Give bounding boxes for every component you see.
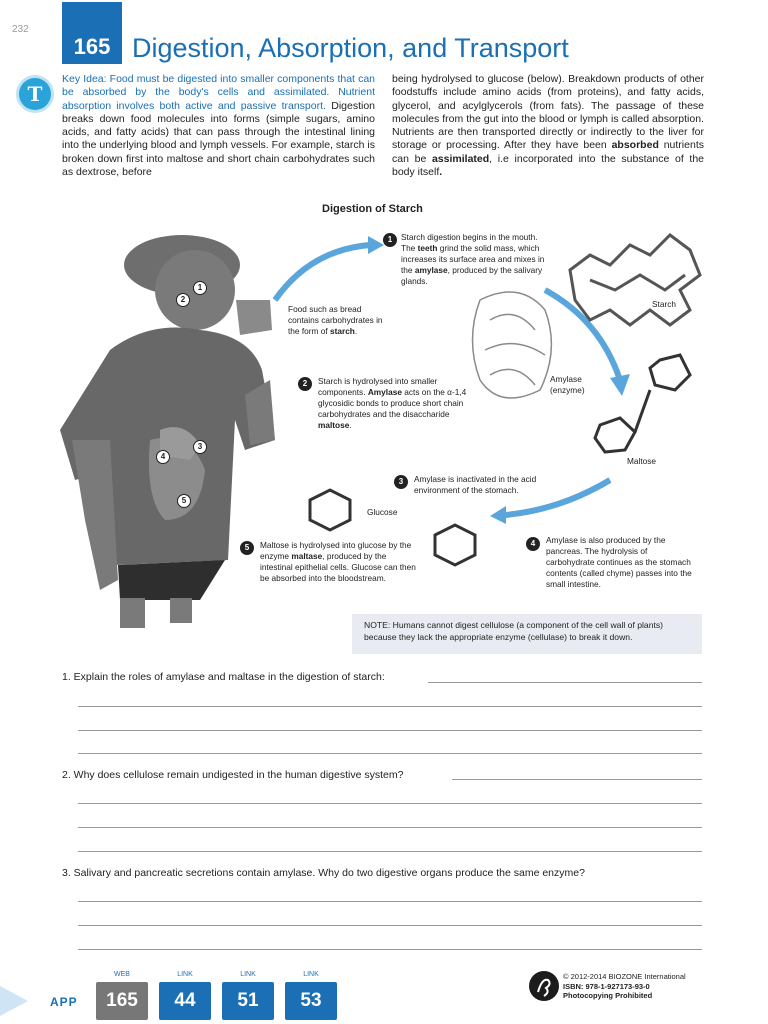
link-label: LINK [177, 971, 193, 978]
amylase-molecule [473, 292, 552, 398]
answer-line[interactable] [452, 779, 702, 780]
step-badge-3: 3 [394, 475, 408, 489]
person-badge-5: 5 [177, 494, 191, 508]
intro-bold-absorbed: absorbed [611, 139, 659, 152]
intro-body: Digestion breaks down food molecules into forms (simple sugars, amino acids, and fatty acids) that can pass through the intestinal lining into the underlying blood and lymph vessels. For example, starch is broken down first into maltose and short chain carbohydrates such as dextrose, before [62, 99, 376, 179]
caption-text: . [354, 326, 358, 336]
maltose-molecule [595, 355, 690, 452]
caption-bold: starch [329, 326, 355, 336]
glucose-label: Glucose [367, 507, 398, 517]
step4-caption: Amylase is also produced by the pancreas. The hydrolysis of carbohydrate continues as the stomach contents (called chyme) passes into the small intestine. [546, 535, 692, 589]
caption-text: acts on the α-1,4 glycosidic bonds to produce short chain carbohydrates and the disaccharide [318, 387, 467, 419]
step2-caption [318, 376, 478, 431]
arrowhead-icon [490, 506, 506, 524]
step-badge-5: 5 [240, 541, 254, 555]
caption-text: . [349, 420, 352, 430]
step5-caption [260, 540, 420, 584]
intro-bold-assimilated: assimilated [431, 152, 490, 165]
arrow-starch-to-maltose [545, 290, 620, 380]
intro-text: . [439, 166, 443, 179]
link-label: LINK [303, 971, 319, 978]
caption-bold: teeth [417, 243, 438, 253]
caption-bold: amylase [414, 265, 448, 275]
link-label: LINK [240, 971, 256, 978]
amylase-label: Amylase (enzyme) [550, 374, 585, 395]
answer-line[interactable] [78, 803, 702, 804]
step-badge-4: 4 [526, 537, 540, 551]
answer-line[interactable] [78, 949, 702, 950]
answer-line[interactable] [78, 730, 702, 731]
photocopy-text: Photocopying Prohibited [563, 991, 653, 1000]
caption-text: Starch digestion begins in the mouth. The [401, 232, 538, 253]
answer-line[interactable] [78, 827, 702, 828]
starch-label: Starch [652, 299, 676, 309]
intro-text: , i.e incorporated into the substance of the body itself [392, 152, 705, 179]
question-1: 1. Explain the roles of amylase and maltase in the digestion of starch: [62, 671, 385, 683]
step-badge-2: 2 [298, 377, 312, 391]
copyright-block [563, 972, 686, 1001]
answer-line[interactable] [78, 753, 702, 754]
arrowhead-icon [610, 374, 630, 396]
person-illustration [60, 235, 275, 628]
answer-line[interactable] [78, 925, 702, 926]
intro-text: nutrients can be [392, 139, 704, 165]
caption-text: Food such as bread contains carbohydrates in the form of [288, 304, 383, 336]
cellulose-note: NOTE: Humans cannot digest cellulose (a component of the cell wall of plants) because they lack the appropriate enzyme (cellulase) to break it down. [352, 614, 702, 654]
maltose-label: Maltose [627, 456, 657, 466]
caption-bold: maltase [291, 551, 323, 561]
answer-line[interactable] [78, 706, 702, 707]
biozone-logo-icon [528, 970, 560, 1002]
question-2: 2. Why does cellulose remain undigested in the human digestive system? [62, 769, 404, 781]
caption-text: Maltose is hydrolysed into glucose by the enzyme [260, 540, 412, 561]
step-badge-1: 1 [383, 233, 397, 247]
activity-number-tab: 165 [62, 2, 122, 64]
arrowhead-icon [368, 236, 384, 254]
link-51-button[interactable]: 51 [222, 982, 274, 1020]
page-corner-arrow-icon [0, 986, 40, 1016]
answer-line[interactable] [428, 682, 702, 683]
copyright-text: © 2012-2014 BIOZONE International [563, 972, 686, 981]
caption-text: , produced by the salivary glands. [401, 265, 543, 286]
person-badge-2: 2 [176, 293, 190, 307]
app-label: APP [50, 995, 78, 1009]
caption-text: , produced by the intestinal epithelial cells. Glucose can then be absorbed into the bloodstream. [260, 551, 416, 583]
person-badge-1: 1 [193, 281, 207, 295]
caption-text: grind the solid mass, which increases its surface area and mixes in the [401, 243, 545, 275]
web-label: WEB [114, 971, 130, 978]
caption-bold: Amylase [367, 387, 402, 397]
isbn-text: ISBN: 978-1-927173-93-0 [563, 981, 650, 991]
answer-line[interactable] [78, 901, 702, 902]
web-activity-button[interactable]: 165 [96, 982, 148, 1020]
tag-badge-icon: T [19, 78, 51, 110]
caption-text: Starch is hydrolysed into smaller components. [318, 376, 438, 397]
caption-bold: maltose [318, 420, 350, 430]
starch-molecule [570, 235, 700, 325]
step3-caption: Amylase is inactivated in the acid environment of the stomach. [414, 474, 537, 495]
link-44-button[interactable]: 44 [159, 982, 211, 1020]
arrow-mouth-to-step1 [275, 245, 370, 300]
page-number: 232 [12, 24, 29, 35]
person-badge-3: 3 [193, 440, 207, 454]
link-53-button[interactable]: 53 [285, 982, 337, 1020]
intro-text: being hydrolysed to glucose (below). Breakdown products of other foodstuffs include amino acids (from proteins), and fatty acids, glycerol, and acylglycerols (from fats). The passage of these molecules from the gut into the blood or lymph is called absorption. Nutrients are then transported directly or indirectly to the liver for storage or processing. After they have been [392, 73, 704, 152]
person-badge-4: 4 [156, 450, 170, 464]
step1-caption [401, 232, 551, 287]
answer-line[interactable] [78, 851, 702, 852]
food-label [288, 304, 388, 337]
diagram-title: Digestion of Starch [322, 203, 423, 215]
key-idea: Key Idea: Food must be digested into smaller components that can be absorbed by the body's cells and assimilated. Nutrient absorption involves both active and passive transport. [62, 73, 375, 112]
page-title: Digestion, Absorption, and Transport [132, 33, 569, 63]
question-3: 3. Salivary and pancreatic secretions contain amylase. Why do two digestive organs produce the same enzyme? [62, 867, 585, 879]
